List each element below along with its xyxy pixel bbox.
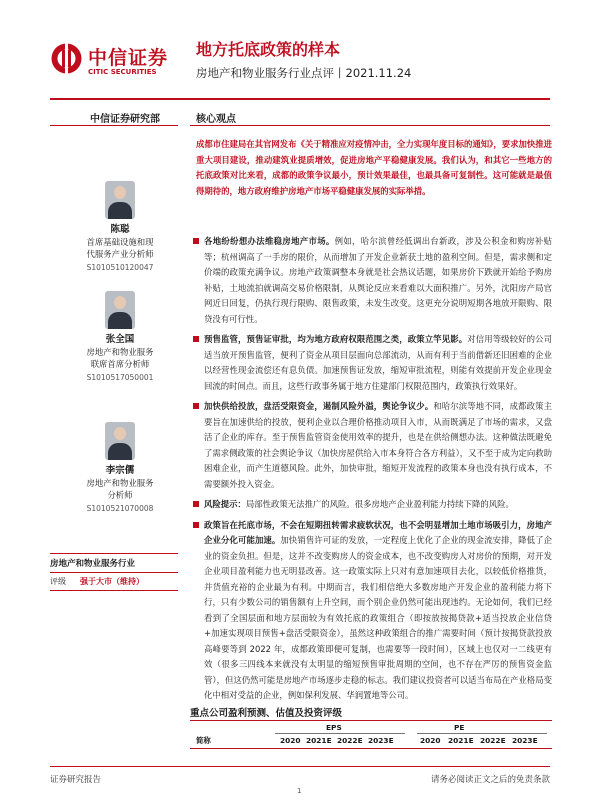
table-top-rule [190, 720, 552, 721]
rating-block [50, 553, 178, 591]
rating-divider [50, 590, 178, 591]
analyst-title-line: 首席基础设施和现 [86, 237, 154, 247]
bullet-item [190, 399, 552, 492]
analyst-card [60, 181, 180, 273]
analyst-title-line: 代服务产业分析师 [86, 249, 154, 259]
table-header-rule [190, 748, 552, 749]
bullet-lead: 预售监管，预售证审批，均为地方政府权限范围之类，政策立竿见影。 [204, 334, 468, 344]
report-subtitle: 房地产和物业服务行业点评丨2021.11.24 [196, 66, 412, 80]
bullet-lead: 加快供给投放，盘活受限资金，遏制风险外溢，舆论争议少。 [204, 401, 434, 411]
bullet-lead: 各地纷纷想办法维稳房地产市场。 [204, 236, 335, 246]
table-year: 2022E [337, 736, 363, 745]
table-title: 重点公司盈利预测、估值及投资评级 [190, 708, 343, 719]
bullet-item [190, 497, 552, 513]
footer-disclaimer: 请务必阅读正文之后的免责条款 [430, 775, 550, 785]
analyst-title-line: 联席首席分析师 [90, 359, 150, 369]
table-year: 2022E [480, 736, 506, 745]
analyst-title-line: 房地产和物业服务 [86, 347, 154, 357]
bullet-body: 例如，哈尔滨曾经低调出台新政，涉及公积金和购房补贴等；杭州调高了一手房的限价，从而增加了开发企业新获土地的盈利空间。但是，需求侧和定价端的政策充满争议。房地产政策调整本身就是社会热议话题，如果房价下跌就开始给予购房补贴，土地流拍就调高交易价格限制，从舆论反应来看难以大面积推广。另外，沈阳房产局官网近日回复，仍执行现行限购、限售政策，未发生改变。这更充分说明短期各地放开限购、限贷没有可行性。 [204, 236, 552, 324]
page-number: 1 [297, 787, 302, 795]
bullet-lead: 风险提示： [204, 499, 246, 509]
footer-divider [50, 766, 550, 767]
summary-paragraph: 成都市住建局在其官网发布《关于精准应对疫情冲击，全力实现年度目标的通知》，要求加快推进重大项目建设，推动建筑业提质增效，促进房地产平稳健康发展。我们认为，和其它一些地方的托底政策对比来看，成都的政策争议最小，预计效果最佳，也最具备可复制性。这可能就是最值得期待的，地方政府维护房地产市场平稳健康发展的实际举措。 [196, 139, 552, 196]
analyst-title-line: 房地产和物业服务 [86, 478, 154, 488]
department-label: 中信证券研究部 [90, 114, 160, 125]
table-year: 2020 [280, 736, 301, 745]
bullet-item [190, 518, 552, 704]
analyst-photo [105, 291, 135, 329]
header-divider [50, 98, 550, 100]
left-divider [50, 125, 178, 126]
table-year: 2023E [512, 736, 538, 745]
bullet-body: 对信用等级较好的公司适当放开预售监管，便利了资金从项目层面向总部流动，从而有利于当前借新还旧困难的企业以经营性现金流偿还有息负债。加速预售证发放，缩短审批流程，则能有效提前开发企业现金回流的时间点。而且，这些行政事务属于地方住建部门权限范围内，政策执行效果好。 [204, 334, 553, 391]
analyst-cert: S1010510120047 [86, 263, 154, 272]
rating-industry: 房地产和物业服务行业 [50, 559, 136, 569]
analyst-card [60, 291, 180, 383]
analyst-name: 李宗儒 [105, 465, 135, 476]
analyst-photo [105, 422, 135, 460]
table-year: 2020 [420, 736, 441, 745]
table-col-short: 简称 [196, 736, 211, 745]
eps-rule [275, 733, 405, 734]
analyst-title-line: 分析师 [107, 490, 133, 500]
bullet-body: 和哈尔滨等地不同，成都政策主要旨在加速供给的投放，便利企业以合理价格推动项目入市，从而既满足了市场的需求，又盘活了企业的库存。至于预售监管资金使用效率的提升，也是在供给侧想办法。这种做法既避免了需求侧政策的社会舆论争议（加快房屋供给入市本身符合各方利益），又不至于成为定向救助困难企业，而产生道德风险。此外，加快审批，缩短开发流程的政策本身也没有执行成本，不需要额外投入资金。 [204, 401, 553, 489]
pe-rule [417, 733, 547, 734]
citic-logo-icon [50, 42, 83, 75]
rating-value: 强于大市（维持） [80, 577, 144, 586]
rating-row [50, 573, 178, 590]
bullet-lead: 政策旨在托底市场，不会在短期扭转需求疲软状况，也不会明显增加土地市场吸引力，房地产企业分化可能加速。 [204, 519, 552, 545]
brand-name-en: CITIC SECURITIES [88, 68, 157, 76]
brand-logo [50, 40, 180, 80]
core-view-heading: 核心观点 [196, 114, 236, 125]
table-col-pe: PE [454, 723, 465, 732]
bullet-body: 加快销售许可证的发放，一定程度上优化了企业的现金流安排，降低了企业的资金负担。但是，这并不改变购房人的资金成本，也不改变购房人对房价的预期，对开发企业项目盈利能力也无明显改善。这一政策实际上只对有意加速项目去化，以较低价格推货，并货值充裕的企业最为有利。中期而言，我们相信绝大多数房地产开发企业的盈利能力将下行，只有少数公司的销售额有上升空间，而个别企业仍然可能出现违约。无论如何，我们已经看到了全国层面和地方层面较为有效托底的政策组合（即按放按揭贷款+适当投放企业信贷+加速实现项目预售+盘活受限资金），虽然这种政策组合的推广需要时间（预计按揭贷款投放高峰要等到 2022 年，成都政策即便可复制，也需要等一段时间），区域上也仅对一二线更有效（很多三四线本来就没有太明显的缩短预售审批周期的空间，也不存在严厉的预售资金监管），但这仍然可能是房地产市场逐步走稳的标志。我们建议投资者可以适当布局在产业格局变化中相对受益的企业，例如保利发展、华润置地等公司。 [204, 535, 553, 700]
footer-left: 证券研究报告 [50, 775, 102, 785]
analyst-name: 张全国 [105, 334, 135, 345]
analyst-photo [105, 181, 135, 219]
bullet-list [190, 234, 552, 709]
analyst-cert: S1010521070008 [86, 504, 154, 513]
table-year: 2021E [306, 736, 332, 745]
analyst-cert: S1010517050001 [86, 373, 154, 382]
right-divider [190, 125, 550, 126]
rating-label: 评级 [50, 577, 66, 586]
table-year: 2023E [368, 736, 394, 745]
bullet-item [190, 234, 552, 327]
table-col-eps: EPS [326, 723, 342, 732]
analyst-name: 陈聪 [110, 224, 130, 235]
bullet-item [190, 332, 552, 394]
report-title: 地方托底政策的样本 [196, 40, 341, 59]
table-year: 2021E [448, 736, 474, 745]
brand-name-cn: 中信证券 [88, 47, 169, 69]
analyst-card [60, 422, 180, 514]
bullet-body: 局部性政策无法推广的风险。很多房地产企业盈利能力持续下降的风险。 [245, 499, 514, 509]
